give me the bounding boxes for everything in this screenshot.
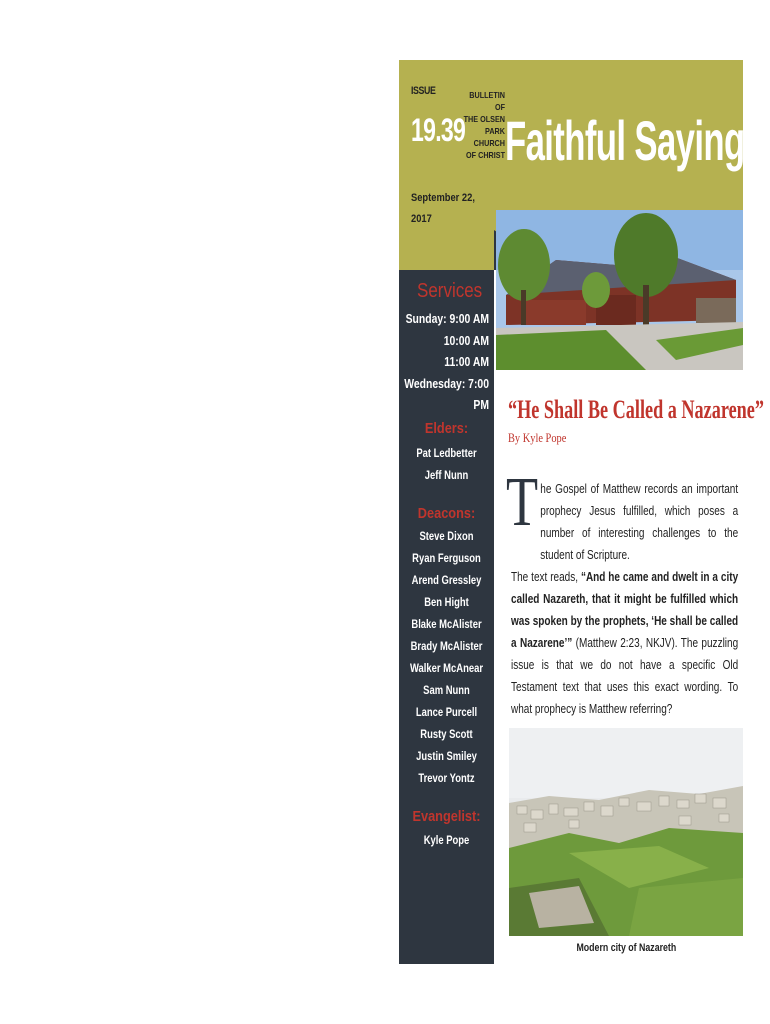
deacon-name: Trevor Yontz: [418, 773, 475, 785]
deacons-list: [408, 526, 486, 790]
article-byline: By Kyle Pope: [508, 430, 567, 445]
service-time: Wednesday: 7:00 PM: [404, 375, 489, 412]
issue-label: ISSUE: [411, 85, 436, 97]
evangelist-name: Kyle Pope: [423, 835, 470, 847]
service-time: 10:00 AM: [443, 332, 489, 348]
article-intro: he Gospel of Matthew records an important prophecy Jesus fulfilled, which poses a number of interesting challenges to the student of Scripture.: [540, 481, 739, 562]
date-line: September 22,: [411, 192, 475, 204]
nazareth-photo: [509, 728, 743, 936]
deacon-name: Justin Smiley: [416, 751, 477, 763]
date-line: 2017: [411, 213, 432, 225]
services-heading: Services: [417, 280, 483, 302]
issue-number: 19.39: [411, 112, 466, 148]
deacon-name: Steve Dixon: [419, 531, 474, 543]
bulletin-line: THE OLSEN: [463, 114, 505, 124]
article-paragraph: [511, 566, 738, 720]
deacon-name: Blake McAlister: [411, 619, 482, 631]
photo-caption: [509, 942, 743, 954]
article-body: [511, 478, 738, 720]
deacon-name: Arend Gressley: [411, 575, 482, 587]
deacon-name: Sam Nunn: [423, 685, 470, 697]
deacon-name: Ryan Ferguson: [412, 553, 481, 565]
bulletin-line: OF CHRIST: [466, 150, 505, 160]
service-time: 11:00 AM: [444, 354, 489, 369]
deacon-name: Lance Purcell: [415, 707, 478, 719]
newsletter-title: Faithful Sayings: [505, 109, 764, 172]
drop-cap: T: [506, 464, 539, 541]
elder-name: Jeff Nunn: [424, 470, 469, 482]
text-before-quote: The text reads,: [511, 569, 581, 584]
photo-caption-text: Modern city of Nazareth: [576, 942, 676, 954]
bulletin-of-church: [463, 89, 506, 161]
evangelist-heading: Evangelist:: [412, 808, 481, 825]
bulletin-line: BULLETIN OF: [469, 90, 505, 112]
text-after-quote: (Matthew 2:23, NKJV). The puzzling issue is that we do not have a specific Old Testament text that uses this exact wording. To what prophecy is Matthew referring?: [511, 635, 739, 716]
deacon-name: Ben Hight: [424, 597, 469, 609]
scripture-quote: “And he came and dwelt in a city called Nazareth, that it might be fulfilled which was spoken by the prophets, ‘He shall be called a Nazarene’”: [511, 569, 739, 650]
bulletin-page: [399, 60, 764, 964]
service-times: [393, 308, 489, 416]
issue-date: [411, 188, 475, 230]
bulletin-line: PARK CHURCH: [473, 126, 505, 148]
deacon-name: Rusty Scott: [420, 729, 473, 741]
deacons-heading: Deacons:: [417, 505, 476, 522]
deacon-name: Brady McAlister: [410, 641, 483, 653]
elders-list: [408, 443, 486, 487]
church-building-photo: [496, 210, 743, 370]
elder-name: Pat Ledbetter: [416, 448, 477, 460]
article-title: “He Shall Be Called a Nazarene”: [508, 395, 764, 424]
service-time: Sunday: 9:00 AM: [405, 311, 489, 326]
deacon-name: Walker McAnear: [409, 663, 484, 675]
elders-heading: Elders:: [424, 420, 469, 437]
